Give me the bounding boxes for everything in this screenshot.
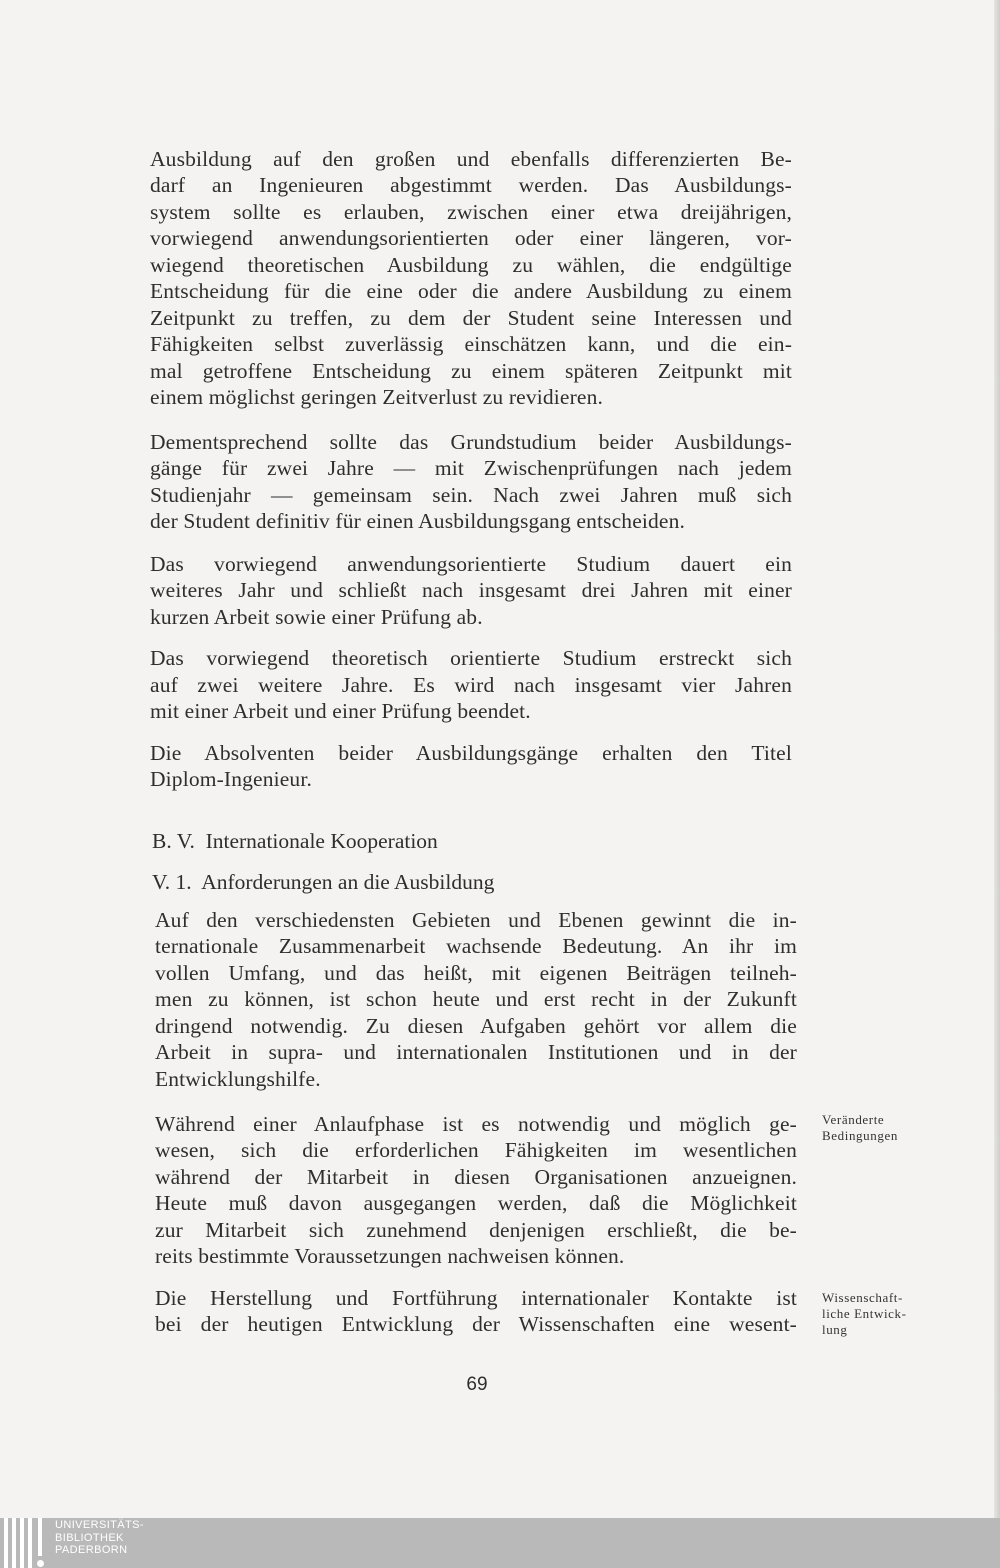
margin-note-line: Veränderte <box>822 1112 885 1127</box>
logo-bar <box>4 1518 8 1568</box>
text-line: der Student definitiv für einen Ausbildungsgang entscheiden. <box>150 509 686 533</box>
text-line: vollen Umfang, und das heißt, mit eigenen Beiträgen teilneh- <box>155 961 797 985</box>
text-line: Dementsprechend sollte das Grundstudium beider Ausbildungs- <box>150 430 792 454</box>
margin-note-line: Wissenschaft- <box>822 1290 903 1305</box>
page-edge-shadow <box>994 0 1000 1518</box>
library-logo-icon <box>0 1518 52 1568</box>
margin-note-line: liche Entwick- <box>822 1306 907 1321</box>
text-line: Die Herstellung und Fortführung internationaler Kontakte ist <box>155 1286 797 1310</box>
text-line: Entscheidung für die eine oder die andere Ausbildung zu einem <box>150 279 792 303</box>
section-heading: B. V. Internationale Kooperation <box>152 829 438 853</box>
text-line: Zeitpunkt zu treffen, zu dem der Student seine Interessen und <box>150 306 792 330</box>
text-line: Das vorwiegend anwendungsorientierte Studium dauert ein <box>150 552 792 576</box>
text-line: wiegend theoretischen Ausbildung zu wählen, die endgültige <box>150 253 792 277</box>
text-line: mal getroffene Entscheidung zu einem späteren Zeitpunkt mit <box>150 359 792 383</box>
text-line: auf zwei weitere Jahre. Es wird nach insgesamt vier Jahren <box>150 673 792 697</box>
margin-note-line: lung <box>822 1322 848 1337</box>
text-line: Heute muß davon ausgegangen werden, daß die Möglichkeit <box>155 1191 797 1215</box>
margin-note-bedingungen <box>822 1112 942 1144</box>
footer-band <box>0 1518 1000 1568</box>
margin-note-wissenschaftliche-entwicklung <box>822 1290 942 1338</box>
text-line: Entwicklungshilfe. <box>155 1067 321 1091</box>
text-line: system sollte es erlauben, zwischen einer etwa dreijährigen, <box>150 200 792 224</box>
text-line: dringend notwendig. Zu diesen Aufgaben gehört vor allem die <box>155 1014 797 1038</box>
text-line: einem möglichst geringen Zeitverlust zu revidieren. <box>150 385 604 409</box>
logo-bar <box>38 1518 42 1556</box>
text-line: Fähigkeiten selbst zuverlässig einschätzen kann, und die ein- <box>150 332 792 356</box>
logo-bar <box>20 1518 24 1568</box>
margin-note-line: Bedingungen <box>822 1128 898 1143</box>
page-number: 69 <box>466 1374 488 1395</box>
logo-text-line: PADERBORN <box>55 1544 128 1556</box>
text-line: Arbeit in supra- und internationalen Institutionen und in der <box>155 1040 797 1064</box>
logo-text-line: BIBLIOTHEK <box>55 1531 124 1544</box>
text-line: wesen, sich die erforderlichen Fähigkeiten im wesentlichen <box>155 1138 797 1162</box>
logo-bar <box>28 1518 32 1568</box>
text-line: men zu können, ist schon heute und erst recht in der Zukunft <box>155 987 797 1011</box>
text-line: Auf den verschiedensten Gebieten und Ebenen gewinnt die in- <box>155 908 797 932</box>
text-line: Das vorwiegend theoretisch orientierte Studium erstreckt sich <box>150 646 792 670</box>
subsection-heading: V. 1. Anforderungen an die Ausbildung <box>152 870 495 894</box>
text-line: Ausbildung auf den großen und ebenfalls differenzierten Be- <box>150 147 792 171</box>
text-line: reits bestimmte Voraussetzungen nachweisen können. <box>155 1244 625 1268</box>
text-line: kurzen Arbeit sowie einer Prüfung ab. <box>150 605 483 629</box>
text-line: zur Mitarbeit sich zunehmend denjenigen erschließt, die be- <box>155 1218 797 1242</box>
text-line: mit einer Arbeit und einer Prüfung beendet. <box>150 699 531 723</box>
text-line: Diplom-Ingenieur. <box>150 767 312 791</box>
text-line: Während einer Anlaufphase ist es notwendig und möglich ge- <box>155 1112 797 1136</box>
library-logo-text <box>55 1519 144 1557</box>
text-line: Die Absolventen beider Ausbildungsgänge erhalten den Titel <box>150 741 792 765</box>
text-line: gänge für zwei Jahre — mit Zwischenprüfungen nach jedem <box>150 456 792 480</box>
text-line: darf an Ingenieuren abgestimmt werden. Das Ausbildungs- <box>150 173 792 197</box>
text-line: Studienjahr — gemeinsam sein. Nach zwei Jahren muß sich <box>150 483 792 507</box>
text-line: weiteres Jahr und schließt nach insgesamt drei Jahren mit einer <box>150 578 792 602</box>
text-line: ternationale Zusammenarbeit wachsende Bedeutung. An ihr im <box>155 934 797 958</box>
logo-bar <box>12 1518 16 1568</box>
text-line: während der Mitarbeit in diesen Organisationen anzueignen. <box>155 1165 797 1189</box>
text-line: vorwiegend anwendungsorientierten oder einer längeren, vor- <box>150 226 792 250</box>
logo-text-line: UNIVERSITÄTS- <box>55 1519 144 1531</box>
text-line: bei der heutigen Entwicklung der Wissenschaften eine wesent- <box>155 1312 797 1336</box>
logo-dot <box>37 1560 44 1567</box>
